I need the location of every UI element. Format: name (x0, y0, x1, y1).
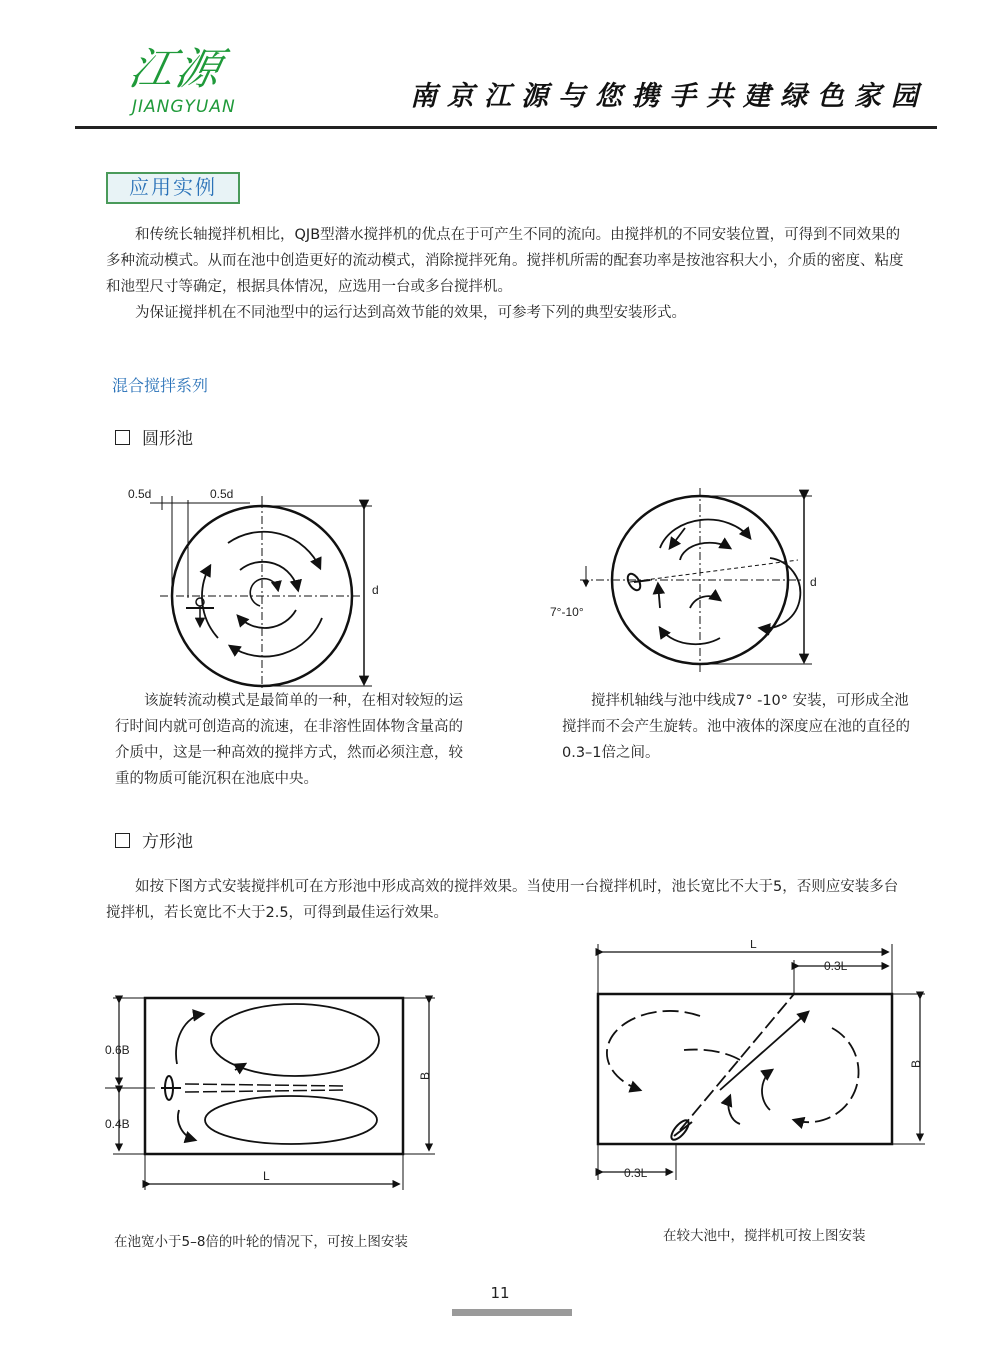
dim-label-0-4b: 0.4B (105, 1117, 130, 1131)
section-title: 应用实例 (129, 175, 217, 199)
square-pool-text: 如按下图方式安装搅拌机可在方形池中形成高效的搅拌效果。当使用一台搅拌机时，池长宽比不大于5，否则应安装多台搅拌机，若长宽比不大于2.5，可得到最佳运行效果。 (106, 879, 899, 921)
footer-bar (452, 1309, 572, 1316)
intro-paragraph-2: 为保证搅拌机在不同池型中的运行达到高效节能的效果，可参考下列的典型安装形式。 (135, 305, 686, 321)
dim-label-l-top: L (750, 940, 757, 951)
angle-label: 7°-10° (550, 605, 584, 619)
dim-label-0-5d-left: 0.5d (128, 487, 152, 501)
header-slogan: 南京江源与您携手共建绿色家园 (410, 81, 928, 112)
round-pool-angled-diagram (540, 488, 840, 678)
dim-label-0-3l-bottom: 0.3L (624, 1166, 648, 1180)
round-pool-caption-right: 搅拌机轴线与池中线成7° -10° 安装，可形成全池搅拌而不会产生旋转。池中液体的深度应在池的直径的0.3–1倍之间。 (562, 693, 910, 761)
mixer-propeller-icon (161, 1076, 181, 1100)
dim-label-b-right: B (909, 1059, 923, 1068)
square-pool-heading-label: 方形池 (142, 832, 193, 852)
rect-pool-side-diagram (95, 990, 455, 1200)
dim-label-0-5d-right: 0.5d (210, 487, 234, 501)
dim-label-0-6b: 0.6B (105, 1043, 130, 1057)
dim-label-b: B (418, 1071, 432, 1080)
dim-label-d-right: d (810, 575, 817, 589)
dim-label-d: d (372, 583, 379, 597)
page-number: 11 (490, 1284, 510, 1302)
round-pool-rotation-diagram (110, 478, 410, 688)
dim-label-0-3l-top: 0.3L (824, 959, 848, 973)
round-pool-heading (115, 424, 193, 449)
logo-chinese: 江源 (124, 44, 228, 95)
series-title: 混合搅拌系列 (112, 376, 209, 395)
mixer-propeller-icon (668, 1118, 692, 1143)
intro-paragraph-1: 和传统长轴搅拌机相比，QJB型潜水搅拌机的优点在于可产生不同的流向。由搅拌机的不同安装位置，可得到不同效果的多种流动模式。从而在池中创造更好的流动模式，消除搅拌死角。搅拌机所需的配套功率是按池容积大小，介质的密度、粘度和池型尺寸等确定，根据具体情况，应选用一台或多台搅拌机。 (106, 227, 904, 295)
round-pool-heading-label: 圆形池 (142, 429, 193, 449)
rect-pool-diagonal-diagram (580, 940, 940, 1190)
mixer-propeller-icon (625, 572, 650, 593)
mixer-propeller-icon (186, 598, 214, 626)
logo-english: JIANGYUAN (132, 97, 236, 117)
square-pool-heading (115, 827, 193, 852)
dim-label-l: L (263, 1169, 270, 1183)
checkbox-square-icon (115, 833, 130, 848)
header-rule (75, 126, 937, 129)
round-pool-caption-left: 该旋转流动模式是最简单的一种，在相对较短的运行时间内就可创造高的流速，在非溶性固体物含量高的介质中，这是一种高效的搅拌方式，然而必须注意，较重的物质可能沉积在池底中央。 (115, 693, 463, 787)
checkbox-square-icon (115, 430, 130, 445)
intro-text (106, 222, 912, 326)
rect-pool-caption-right: 在较大池中，搅拌机可按上图安装 (663, 1228, 866, 1244)
rect-pool-caption-left: 在池宽小于5–8倍的叶轮的情况下，可按上图安装 (114, 1234, 408, 1250)
